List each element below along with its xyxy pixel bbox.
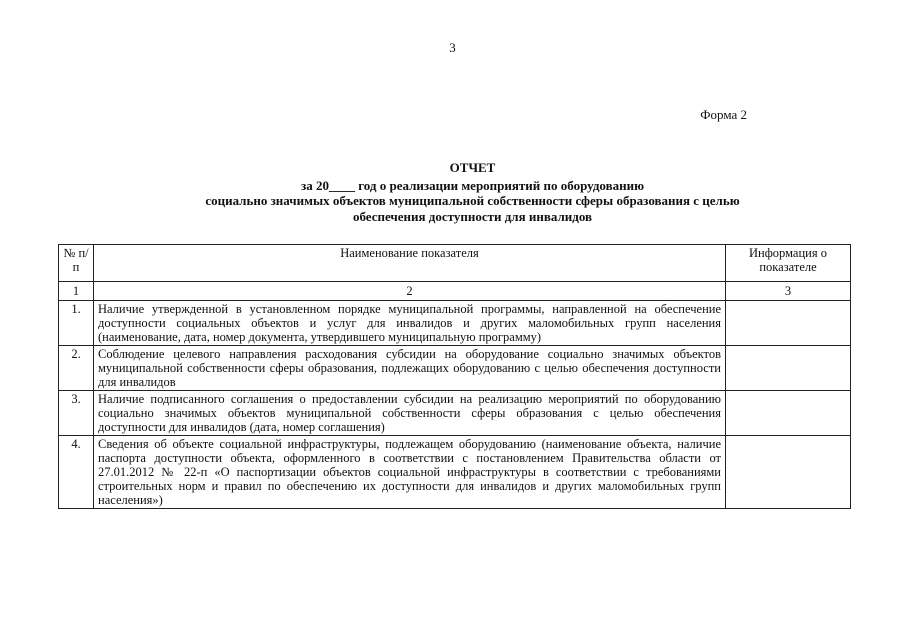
report-title-block	[100, 160, 845, 224]
index-cell: 1	[59, 282, 94, 301]
report-table	[58, 244, 851, 509]
form-label: Форма 2	[700, 107, 747, 122]
table-row	[59, 301, 851, 346]
row-num-cell: 2.	[59, 346, 94, 391]
row-num-cell: 1.	[59, 301, 94, 346]
row-num-cell: 4.	[59, 436, 94, 509]
table-row	[59, 436, 851, 509]
header-name-cell: Наименование показателя	[94, 245, 726, 282]
table-index-row	[59, 282, 851, 301]
index-cell: 2	[94, 282, 726, 301]
row-num-cell: 3.	[59, 391, 94, 436]
report-subtitle-line-3: обеспечения доступности для инвалидов	[352, 208, 593, 224]
row-info-cell[interactable]	[726, 301, 851, 346]
row-name-cell: Сведения об объекте социальной инфраструктуры, подлежащем оборудованию (наименование объекта, наличие паспорта доступности объекта, оформленного в соответствии с постановлением Правительства области от 27.01.2012 № 22-п «О паспортизации объектов социальной инфраструктуры в соответствии с требованиями строительных норм и правил по обеспечению их доступности для инвалидов и других маломобильных групп населения»)	[94, 436, 726, 509]
report-subtitle-line-2: социально значимых объектов муниципальной собственности сферы образования с целью	[205, 193, 740, 208]
index-cell: 3	[726, 282, 851, 301]
row-info-cell[interactable]	[726, 346, 851, 391]
page-number: 3	[449, 40, 456, 55]
table-row	[59, 346, 851, 391]
row-name-cell: Наличие утвержденной в установленном порядке муниципальной программы, направленной на обеспечение доступности социальных объектов и услуг для инвалидов и других маломобильных групп населения (наименование, дата, номер документа, утвердившего муниципальную программу)	[94, 301, 726, 346]
header-num-cell: № п/п	[59, 245, 94, 282]
row-name-cell: Соблюдение целевого направления расходования субсидии на оборудование социально значимых объектов муниципальной собственности сферы образования, подлежащих оборудованию с целью обеспечения доступности для инвалидов	[94, 346, 726, 391]
row-name-cell: Наличие подписанного соглашения о предоставлении субсидии на реализацию мероприятий по оборудованию социально значимых объектов муниципальной собственности сферы образования с целью обеспечения доступности для инвалидов (дата, номер соглашения)	[94, 391, 726, 436]
report-subtitle-line-1: за 20____ год о реализации мероприятий по оборудованию	[300, 177, 645, 193]
row-info-cell[interactable]	[726, 436, 851, 509]
header-info-cell: Информация о показателе	[726, 245, 851, 282]
row-info-cell[interactable]	[726, 391, 851, 436]
table-header-row	[59, 245, 851, 282]
table-row	[59, 391, 851, 436]
report-title: ОТЧЕТ	[449, 160, 496, 175]
